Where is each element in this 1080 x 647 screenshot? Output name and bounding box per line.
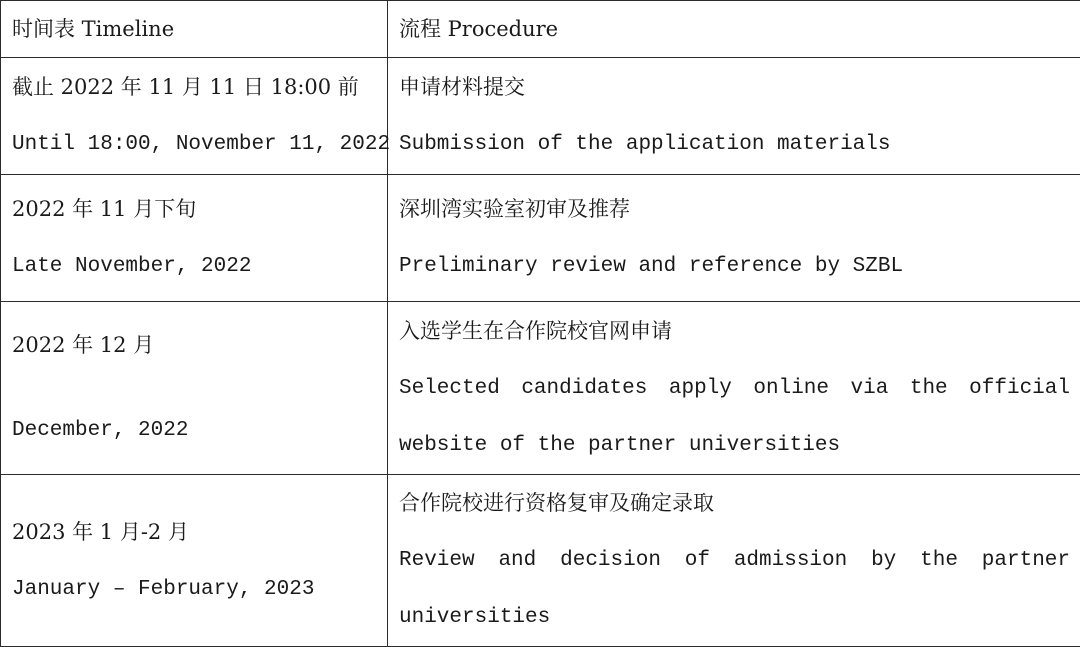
table-row bbox=[1, 475, 1080, 647]
procedure-zh: 深圳湾实验室初审及推荐 bbox=[399, 181, 1070, 238]
timeline-header: 时间表 Timeline bbox=[1, 1, 388, 58]
time-cell bbox=[1, 475, 388, 647]
time-en: January – February, 2023 bbox=[12, 561, 377, 618]
procedure-cell bbox=[388, 58, 1080, 175]
procedure-en-line-1: Selected candidates apply online via the official bbox=[399, 360, 1070, 417]
table-row bbox=[1, 58, 1080, 175]
time-zh: 2022 年 11 月下旬 bbox=[12, 181, 377, 238]
procedure-zh: 入选学生在合作院校官网申请 bbox=[399, 303, 1070, 360]
procedure-zh: 合作院校进行资格复审及确定录取 bbox=[399, 475, 1070, 532]
table-row bbox=[1, 175, 1080, 302]
procedure-cell bbox=[388, 175, 1080, 302]
time-cell bbox=[1, 58, 388, 175]
procedure-en: Submission of the application materials bbox=[399, 116, 1070, 173]
procedure-en-line-1: Review and decision of admission by the partner bbox=[399, 532, 1070, 589]
time-zh: 2022 年 12 月 bbox=[12, 317, 377, 374]
time-cell bbox=[1, 302, 388, 475]
procedure-en-line-2: website of the partner universities bbox=[399, 417, 1070, 474]
time-cell bbox=[1, 175, 388, 302]
time-zh: 2023 年 1 月-2 月 bbox=[12, 504, 377, 561]
procedure-zh: 申请材料提交 bbox=[399, 59, 1070, 116]
time-en: Late November, 2022 bbox=[12, 238, 377, 295]
table-row bbox=[1, 302, 1080, 475]
procedure-cell bbox=[388, 475, 1080, 647]
procedure-cell bbox=[388, 302, 1080, 475]
time-en: December, 2022 bbox=[12, 402, 377, 459]
procedure-header: 流程 Procedure bbox=[388, 1, 1080, 58]
time-en: Until 18:00, November 11, 2022 bbox=[12, 116, 377, 173]
time-zh: 截止 2022 年 11 月 11 日 18:00 前 bbox=[12, 59, 377, 116]
procedure-en: Preliminary review and reference by SZBL bbox=[399, 238, 1070, 295]
table-header-row bbox=[1, 1, 1080, 58]
procedure-en-line-2: universities bbox=[399, 589, 1070, 646]
